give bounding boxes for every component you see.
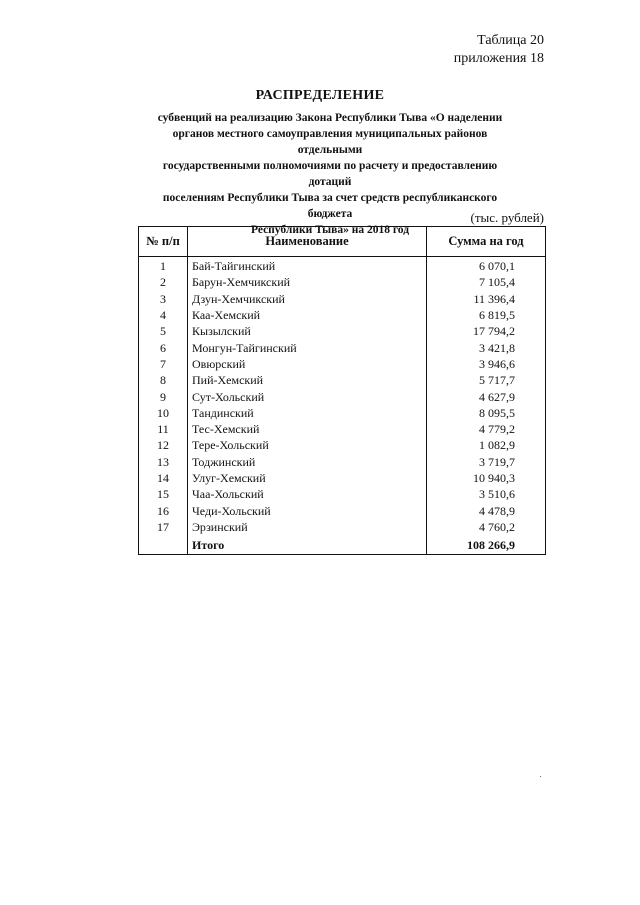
row-name: Овюрский [188, 356, 427, 372]
table-row [139, 307, 546, 323]
row-num: 11 [139, 421, 188, 437]
row-sum: 3 421,8 [427, 339, 546, 355]
table-row [139, 372, 546, 388]
table-row [139, 274, 546, 290]
scan-dot [540, 776, 541, 777]
row-name: Сут-Хольский [188, 388, 427, 404]
table-row [139, 486, 546, 502]
row-name: Барун-Хемчикский [188, 274, 427, 290]
row-sum: 17 794,2 [427, 323, 546, 339]
row-sum: 4 478,9 [427, 502, 546, 518]
table-ref-line2: приложения 18 [453, 51, 544, 66]
units-label: (тыс. рублей) [470, 210, 544, 225]
row-name: Эрзинский [188, 519, 427, 535]
row-sum: 4 627,9 [427, 388, 546, 404]
row-sum: 6 819,5 [427, 307, 546, 323]
table-row [139, 339, 546, 355]
row-name: Монгун-Тайгинский [188, 339, 427, 355]
total-sum: 108 266,9 [427, 535, 546, 555]
subtitle-line1: субвенций на реализацию Закона Республики Тыва «О наделении [157, 112, 503, 124]
row-num: 6 [139, 339, 188, 355]
subtitle-line5: Республики Тыва» на 2018 год [250, 224, 410, 236]
row-sum: 3 946,6 [427, 356, 546, 372]
header-name: Наименование [188, 227, 427, 257]
row-name: Каа-Хемский [188, 307, 427, 323]
row-num: 12 [139, 437, 188, 453]
table-row [139, 437, 546, 453]
row-sum: 11 396,4 [427, 291, 546, 307]
row-sum: 8 095,5 [427, 405, 546, 421]
document-title: РАСПРЕДЕЛЕНИЕ [255, 88, 385, 103]
row-num: 13 [139, 454, 188, 470]
subtitle-line4: поселениям Республики Тыва за счет средств республиканского бюджета [162, 192, 498, 220]
table-body [139, 257, 546, 555]
row-name: Тандинский [188, 405, 427, 421]
total-row [139, 535, 546, 555]
row-name: Чаа-Хольский [188, 486, 427, 502]
table-row [139, 388, 546, 404]
row-num: 3 [139, 291, 188, 307]
row-num: 10 [139, 405, 188, 421]
row-num: 9 [139, 388, 188, 404]
document-subtitle [150, 110, 510, 238]
row-sum: 3 719,7 [427, 454, 546, 470]
distribution-table [138, 226, 546, 555]
row-num: 8 [139, 372, 188, 388]
header-row [139, 227, 546, 257]
row-sum: 10 940,3 [427, 470, 546, 486]
row-sum: 7 105,4 [427, 274, 546, 290]
row-sum: 4 779,2 [427, 421, 546, 437]
row-name: Бай-Тайгинский [188, 257, 427, 275]
table-header [139, 227, 546, 257]
header-sum: Сумма на год [427, 227, 546, 257]
table-row [139, 405, 546, 421]
row-name: Дзун-Хемчикский [188, 291, 427, 307]
table-row [139, 257, 546, 275]
table-row [139, 454, 546, 470]
table-ref-line1: Таблица 20 [477, 33, 544, 48]
row-sum: 3 510,6 [427, 486, 546, 502]
table-row [139, 291, 546, 307]
row-sum: 1 082,9 [427, 437, 546, 453]
row-name: Тес-Хемский [188, 421, 427, 437]
row-name: Тоджинский [188, 454, 427, 470]
row-num: 17 [139, 519, 188, 535]
total-num [139, 535, 188, 555]
table-row [139, 421, 546, 437]
table-row [139, 470, 546, 486]
row-sum: 6 070,1 [427, 257, 546, 275]
row-name: Тере-Хольский [188, 437, 427, 453]
total-label: Итого [188, 535, 427, 555]
subtitle-line2: органов местного самоуправления муниципальных районов отдельными [172, 128, 488, 156]
table-row [139, 502, 546, 518]
row-sum: 4 760,2 [427, 519, 546, 535]
table-reference [454, 32, 544, 68]
row-num: 7 [139, 356, 188, 372]
row-sum: 5 717,7 [427, 372, 546, 388]
row-num: 1 [139, 257, 188, 275]
row-name: Чеди-Хольский [188, 502, 427, 518]
table-row [139, 519, 546, 535]
table-row [139, 323, 546, 339]
row-num: 2 [139, 274, 188, 290]
row-name: Кызылский [188, 323, 427, 339]
row-num: 5 [139, 323, 188, 339]
row-name: Пий-Хемский [188, 372, 427, 388]
row-num: 15 [139, 486, 188, 502]
header-num: № п/п [139, 227, 188, 257]
table-row [139, 356, 546, 372]
row-num: 4 [139, 307, 188, 323]
row-num: 14 [139, 470, 188, 486]
row-name: Улуг-Хемский [188, 470, 427, 486]
subtitle-line3: государственными полномочиями по расчету и предоставлению дотаций [162, 160, 498, 188]
row-num: 16 [139, 502, 188, 518]
